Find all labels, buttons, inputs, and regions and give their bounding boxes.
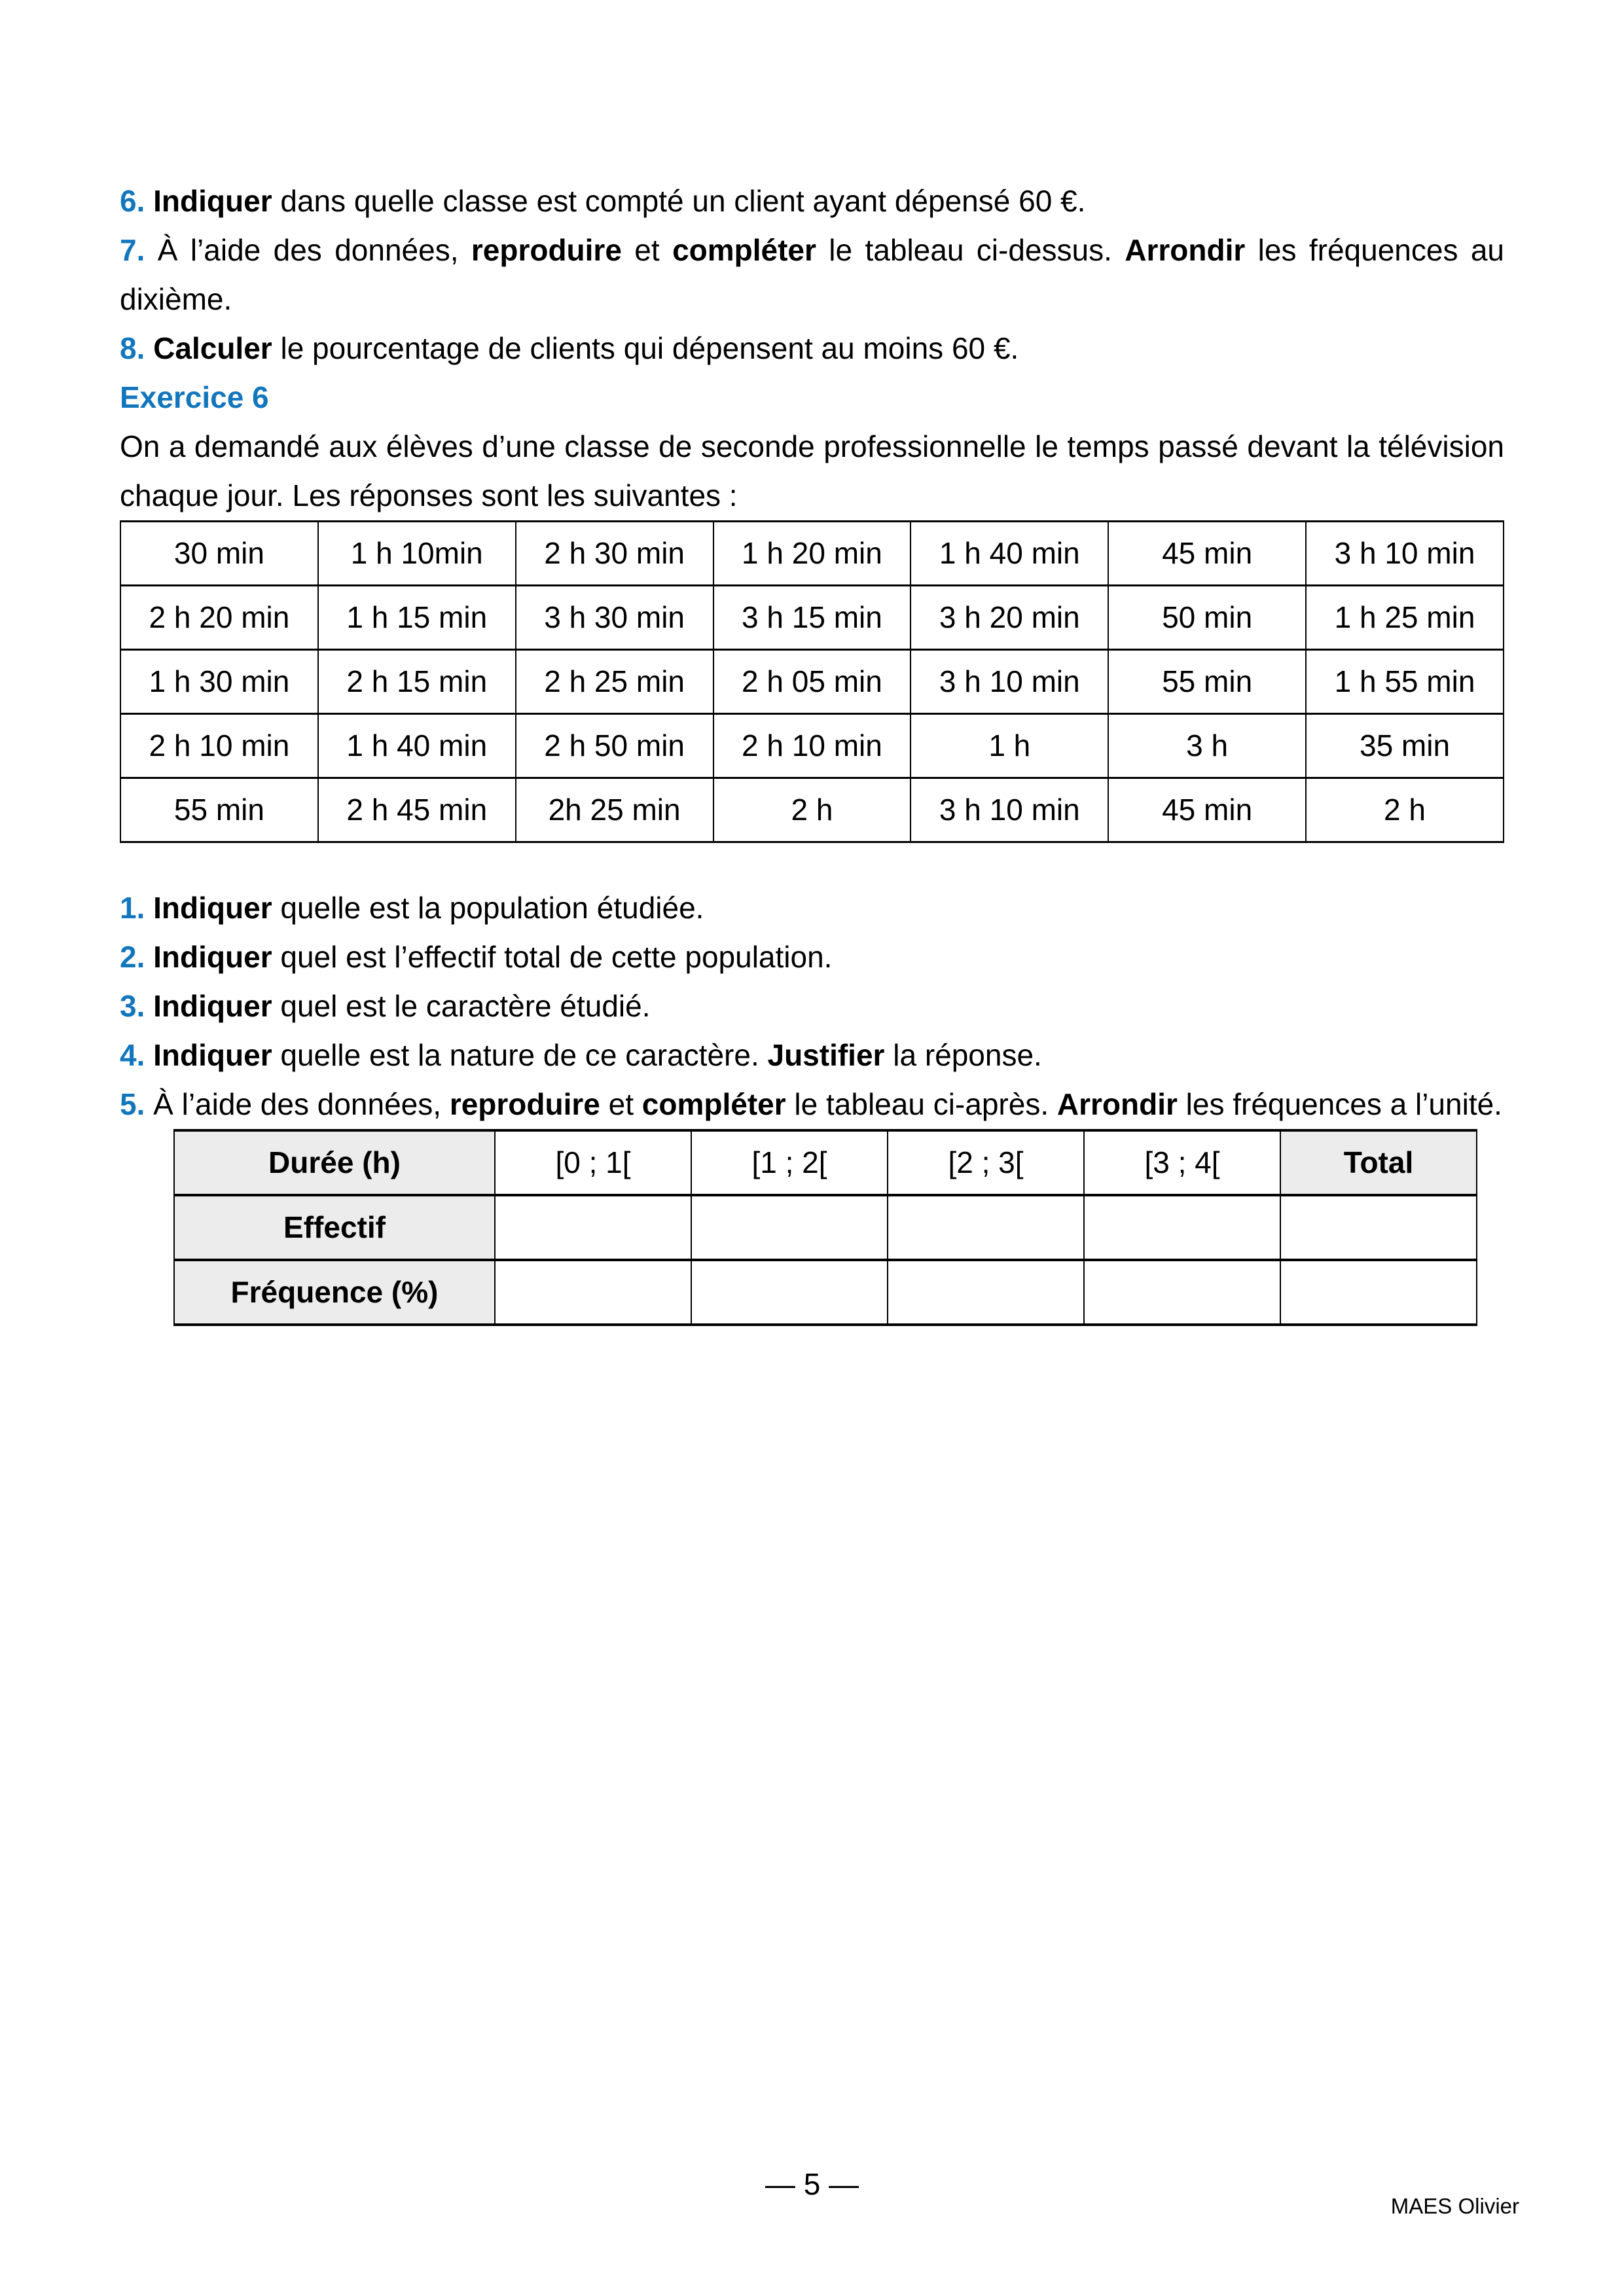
header-label-cell: Total (1280, 1130, 1477, 1195)
question-4-text (153, 1038, 1042, 1072)
times-data-table (120, 520, 1504, 843)
time-value-cell: 2 h 45 min (318, 778, 516, 842)
time-value-cell: 30 min (120, 522, 318, 586)
question-5-number: 5. (120, 1087, 145, 1121)
bold-text-run: Arrondir (1056, 1087, 1178, 1121)
row-label-cell: Fréquence (%) (174, 1260, 495, 1325)
question-6-text (153, 184, 1085, 218)
question-6-number: 6. (120, 184, 145, 218)
question-3-text (153, 989, 650, 1023)
table-row (174, 1195, 1477, 1260)
text-run: les fréquences au dixième. (120, 233, 1504, 316)
empty-answer-cell (691, 1260, 888, 1325)
question-1-text (153, 891, 704, 925)
time-value-cell: 1 h 40 min (318, 714, 516, 778)
bold-text-run: Justifier (767, 1038, 885, 1072)
table-row (120, 586, 1504, 650)
question-1 (120, 884, 1504, 933)
time-value-cell: 35 min (1306, 714, 1504, 778)
time-value-cell: 1 h 25 min (1306, 586, 1504, 650)
bold-text-run: Calculer (153, 331, 272, 365)
bold-text-run: Indiquer (153, 184, 272, 218)
question-2-number: 2. (120, 940, 145, 974)
question-6-spacer (145, 184, 153, 218)
bold-text-run: compléter (672, 233, 816, 267)
question-1-spacer (145, 891, 153, 925)
page-number: — 5 — (765, 2167, 859, 2201)
bold-text-run: Indiquer (153, 989, 272, 1023)
bold-text-run: reproduire (449, 1087, 600, 1121)
exercise-intro: On a demandé aux élèves d’une classe de seconde professionnelle le temps passé devant la télévision chaque jour. Les réponses sont les suivantes : (120, 429, 1504, 512)
empty-answer-cell (495, 1260, 691, 1325)
time-value-cell: 1 h 15 min (318, 586, 516, 650)
empty-answer-cell (691, 1195, 888, 1260)
question-4-spacer (145, 1038, 153, 1072)
question-7-text (120, 233, 1504, 316)
time-value-cell: 3 h (1108, 714, 1306, 778)
question-5-text (153, 1087, 1502, 1121)
text-run: et (621, 233, 673, 267)
empty-answer-cell (888, 1260, 1084, 1325)
interval-cell: [3 ; 4[ (1084, 1130, 1280, 1195)
interval-cell: [1 ; 2[ (691, 1130, 888, 1195)
question-5-spacer (145, 1087, 153, 1121)
bold-text-run: Indiquer (153, 891, 272, 925)
empty-answer-cell (495, 1195, 691, 1260)
time-value-cell: 2 h 05 min (713, 650, 911, 714)
time-value-cell: 55 min (1108, 650, 1306, 714)
time-value-cell: 2 h 50 min (516, 714, 713, 778)
question-7-number: 7. (120, 233, 145, 267)
question-6 (120, 177, 1504, 226)
text-run: la réponse. (884, 1038, 1042, 1072)
frequency-summary-table (173, 1129, 1477, 1326)
time-value-cell: 2 h 30 min (516, 522, 713, 586)
table-row (120, 650, 1504, 714)
table-row (120, 778, 1504, 842)
empty-answer-cell (1084, 1195, 1280, 1260)
empty-answer-cell (1280, 1195, 1477, 1260)
time-value-cell: 1 h (911, 714, 1108, 778)
question-3-number: 3. (120, 989, 145, 1023)
time-value-cell: 2 h 25 min (516, 650, 713, 714)
time-value-cell: 3 h 30 min (516, 586, 713, 650)
text-run: quelle est la population étudiée. (272, 891, 704, 925)
table-row (120, 714, 1504, 778)
text-run: dans quelle classe est compté un client ayant dépensé 60 €. (272, 184, 1086, 218)
question-3-spacer (145, 989, 153, 1023)
time-value-cell: 45 min (1108, 522, 1306, 586)
text-run: quelle est la nature de ce caractère. (272, 1038, 768, 1072)
text-run: le tableau ci-dessus. (816, 233, 1125, 267)
time-value-cell: 3 h 20 min (911, 586, 1108, 650)
question-8-text (153, 331, 1019, 365)
text-run: les fréquences a l’unité. (1177, 1087, 1502, 1121)
time-value-cell: 3 h 10 min (911, 650, 1108, 714)
empty-answer-cell (1084, 1260, 1280, 1325)
bold-text-run: reproduire (471, 233, 622, 267)
question-3 (120, 982, 1504, 1031)
time-value-cell: 1 h 40 min (911, 522, 1108, 586)
table-header-row (174, 1130, 1477, 1195)
table-row (174, 1260, 1477, 1325)
question-2-spacer (145, 940, 153, 974)
text-run: le tableau ci-après. (785, 1087, 1057, 1121)
header-label-cell: Durée (h) (174, 1130, 495, 1195)
question-4 (120, 1031, 1504, 1080)
time-value-cell: 3 h 10 min (911, 778, 1108, 842)
text-run: quel est le caractère étudié. (272, 989, 651, 1023)
time-value-cell: 2h 25 min (516, 778, 713, 842)
time-value-cell: 55 min (120, 778, 318, 842)
empty-answer-cell (888, 1195, 1084, 1260)
time-value-cell: 2 h 10 min (120, 714, 318, 778)
text-run: quel est l’effectif total de cette population. (272, 940, 833, 974)
time-value-cell: 3 h 10 min (1306, 522, 1504, 586)
bold-text-run: Indiquer (153, 940, 272, 974)
text-run: et (600, 1087, 642, 1121)
exercise-title: Exercice 6 (120, 380, 269, 414)
time-value-cell: 2 h 15 min (318, 650, 516, 714)
time-value-cell: 50 min (1108, 586, 1306, 650)
question-7-spacer (145, 233, 157, 267)
time-value-cell: 2 h 20 min (120, 586, 318, 650)
bold-text-run: Indiquer (153, 1038, 272, 1072)
question-2 (120, 933, 1504, 982)
time-value-cell: 1 h 10min (318, 522, 516, 586)
author-name: MAES Olivier (1390, 2194, 1519, 2218)
bold-text-run: Arrondir (1125, 233, 1246, 267)
question-2-text (153, 940, 832, 974)
interval-cell: [2 ; 3[ (888, 1130, 1084, 1195)
row-label-cell: Effectif (174, 1195, 495, 1260)
interval-cell: [0 ; 1[ (495, 1130, 691, 1195)
text-run: À l’aide des données, (153, 1087, 450, 1121)
time-value-cell: 3 h 15 min (713, 586, 911, 650)
empty-answer-cell (1280, 1260, 1477, 1325)
question-5 (120, 1080, 1504, 1129)
time-value-cell: 45 min (1108, 778, 1306, 842)
time-value-cell: 2 h (713, 778, 911, 842)
times-data-table-body (120, 522, 1504, 842)
question-8-spacer (145, 331, 153, 365)
question-4-number: 4. (120, 1038, 145, 1072)
time-value-cell: 1 h 30 min (120, 650, 318, 714)
frequency-summary-table-head (174, 1130, 1477, 1195)
bold-text-run: compléter (641, 1087, 786, 1121)
time-value-cell: 2 h (1306, 778, 1504, 842)
text-run: le pourcentage de clients qui dépensent au moins 60 €. (272, 331, 1019, 365)
question-8 (120, 324, 1504, 373)
question-1-number: 1. (120, 891, 145, 925)
time-value-cell: 2 h 10 min (713, 714, 911, 778)
time-value-cell: 1 h 55 min (1306, 650, 1504, 714)
page-content (120, 177, 1504, 1326)
time-value-cell: 1 h 20 min (713, 522, 911, 586)
question-7 (120, 226, 1504, 324)
text-run: À l’aide des données, (157, 233, 471, 267)
table-row (120, 522, 1504, 586)
frequency-summary-table-body (174, 1195, 1477, 1325)
question-8-number: 8. (120, 331, 145, 365)
